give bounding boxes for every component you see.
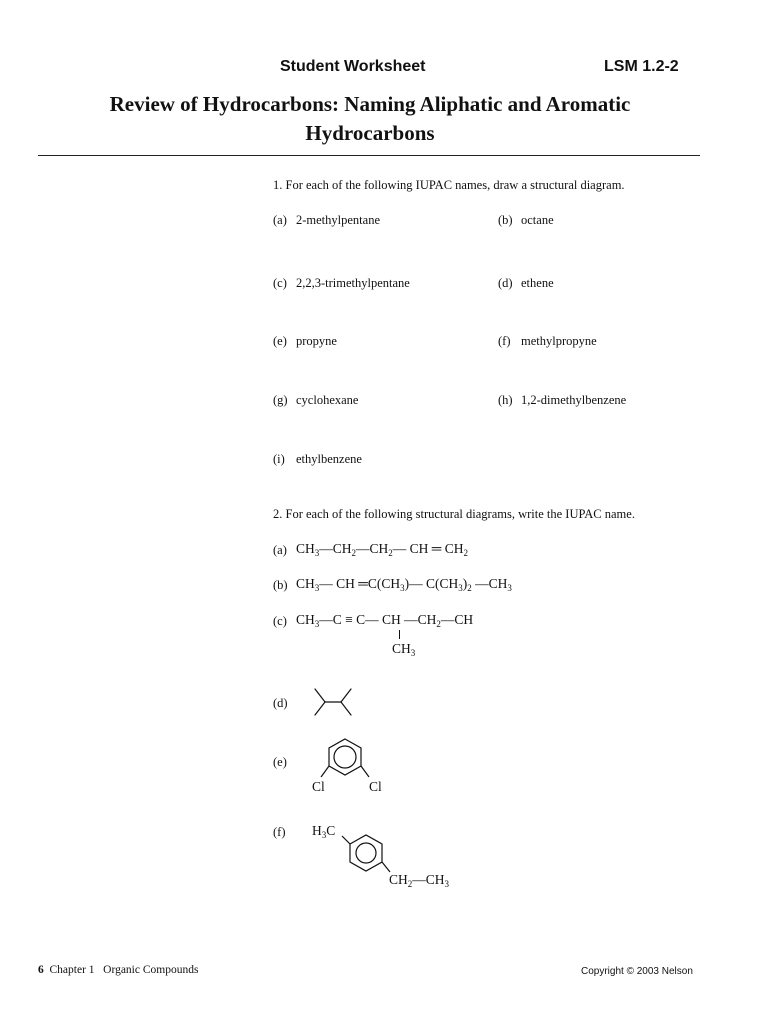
- q1-item-label: (d): [498, 276, 513, 290]
- q2-formula-b: $CH_3—$ CH $═C(CH_3)—$ $C(CH_3)_2$ $—CH_3$: [296, 576, 512, 593]
- q2-structure-e-cl-left: Cl: [312, 779, 325, 794]
- q2-formula-c: $CH_3—C$ ≡ C— CH $—CH_2—CH$: [296, 612, 474, 629]
- page-title: [40, 90, 700, 148]
- q1-item-g: [273, 393, 358, 408]
- worksheet-label: Student Worksheet: [280, 58, 426, 75]
- question-1-prompt: 1. For each of the following IUPAC names, draw a structural diagram.: [273, 178, 625, 192]
- q2-item-a-label: (a): [273, 543, 287, 557]
- q1-item-text: octane: [521, 213, 554, 227]
- q2-structure-f-top-group: $H_3C$: [312, 823, 336, 840]
- footer-chapter-title: Organic Compounds: [103, 964, 199, 976]
- q1-item-label: (e): [273, 334, 287, 348]
- q1-item-label: (i): [273, 452, 285, 466]
- q1-item-a: [273, 213, 380, 228]
- q2-structure-f-bottom-ch: —CH: [412, 872, 445, 887]
- q1-item-text: ethylbenzene: [296, 452, 362, 466]
- q2-formula-c-branch: $CH_3$: [392, 641, 416, 658]
- question-2-prompt: 2. For each of the following structural diagrams, write the IUPAC name.: [273, 507, 635, 521]
- q1-item-i: [273, 452, 362, 467]
- q2-structure-d: [305, 684, 361, 720]
- q2-item-c-label: (c): [273, 614, 287, 628]
- q2-item-d-label: (d): [273, 696, 288, 710]
- q1-item-f: [498, 334, 597, 349]
- q2-structure-f-top-h: H: [312, 823, 322, 838]
- q2-item-f-label: (f): [273, 825, 286, 839]
- q1-item-text: methylpropyne: [521, 334, 597, 348]
- q2-structure-f-bottom-group: $CH_2—CH_3$: [389, 872, 450, 889]
- header-divider: [38, 155, 700, 156]
- q1-item-label: (h): [498, 393, 513, 407]
- q1-item-text: 2,2,3-trimethylpentane: [296, 276, 410, 290]
- q1-item-text: ethene: [521, 276, 554, 290]
- q1-item-b: [498, 213, 554, 228]
- q1-item-label: (c): [273, 276, 287, 290]
- q1-item-label: (g): [273, 393, 288, 407]
- q2-structure-f-top-c: C: [326, 823, 336, 838]
- q2-item-e-label: (e): [273, 755, 287, 769]
- q1-item-h: [498, 393, 626, 408]
- q2-item-b-label: (b): [273, 578, 288, 592]
- worksheet-code: LSM 1.2-2: [604, 58, 679, 75]
- benzene-ring: [321, 739, 369, 777]
- q1-item-c: [273, 276, 410, 291]
- q1-item-d: [498, 276, 554, 291]
- page-title-line-2: Hydrocarbons: [305, 121, 435, 145]
- q2-formula-c-branch-text: CH: [392, 641, 411, 656]
- q1-item-text: propyne: [296, 334, 337, 348]
- q1-item-text: cyclohexane: [296, 393, 359, 407]
- benzene-ring: [342, 835, 390, 872]
- q1-item-text: 1,2-dimethylbenzene: [521, 393, 627, 407]
- q1-item-text: 2-methylpentane: [296, 213, 380, 227]
- q1-item-e: [273, 334, 337, 349]
- skeletal-bonds: [315, 689, 351, 715]
- footer-chapter: Chapter 1: [49, 964, 95, 976]
- copyright-notice: Copyright © 2003 Nelson: [581, 966, 693, 977]
- q1-item-label: (f): [498, 334, 511, 348]
- footer-left: [38, 964, 198, 976]
- page-number: 6: [38, 964, 44, 976]
- q2-structure-e-cl-right: Cl: [369, 779, 382, 794]
- q1-item-label: (b): [498, 213, 513, 227]
- q2-formula-a: $CH_3—CH_2—CH_2—$ CH ═ $CH_2$: [296, 541, 468, 558]
- q2-formula-c-branch-bond: [399, 630, 400, 639]
- q1-item-label: (a): [273, 213, 287, 227]
- page-title-line-1: Review of Hydrocarbons: Naming Aliphatic and Aromatic: [109, 92, 631, 116]
